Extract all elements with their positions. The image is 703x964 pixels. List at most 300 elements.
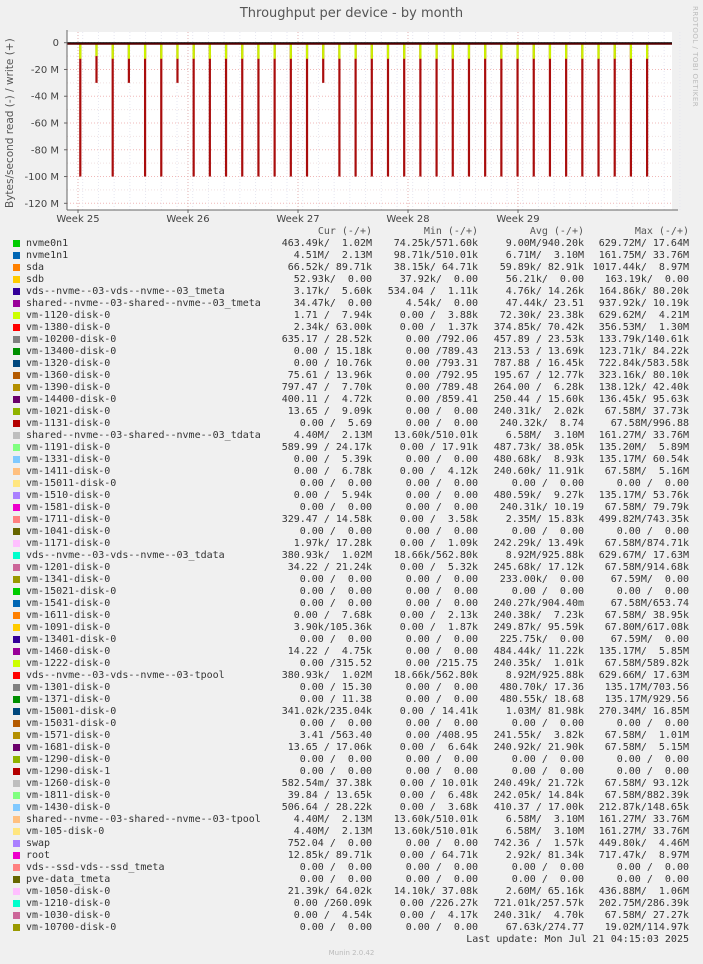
legend-name: vm-1210-disk-0 [26,898,111,909]
legend-row [0,838,703,850]
legend-min: 0.00 / 3.58k [399,514,478,525]
legend-row [0,502,703,514]
legend-row [0,334,703,346]
x-tick-label: Week 27 [276,214,320,225]
legend-max: 629.62M/ 4.21M [598,310,689,321]
legend-max: 717.47k/ 8.97M [598,850,689,861]
legend-name: vm-1341-disk-0 [26,574,111,585]
series-spike [225,43,227,177]
legend-row [0,826,703,838]
legend-cur: 589.99 / 24.17k [281,442,372,453]
legend-cur: 3.17k/ 5.60k [293,286,372,297]
legend-name: sda [26,262,45,273]
legend-name: shared--nvme--03-shared--nvme--03_tmeta [26,298,261,309]
legend-cur: 400.11 / 4.72k [281,394,372,405]
legend-avg: 374.85k/ 70.42k [493,322,584,333]
legend-row [0,850,703,862]
legend-max: 0.00 / 0.00 [616,862,689,873]
series-spike [338,43,340,59]
legend-max: 323.16k/ 80.10k [598,370,689,381]
legend-max: 19.02M/114.97k [604,922,689,933]
series-spike [484,43,486,177]
legend-row [0,466,703,478]
legend-avg: 6.58M/ 3.10M [505,814,584,825]
legend-cur: 14.22 / 4.75k [287,646,372,657]
legend-swatch [13,372,20,379]
legend-max: 161.27M/ 33.76M [598,430,689,441]
legend-max: 0.00 / 0.00 [616,478,689,489]
legend-avg: 249.87k/ 95.59k [493,622,584,633]
legend-min: 0.00 / 1.09k [399,538,478,549]
legend-row [0,430,703,442]
legend-cur: 0.00 / 0.00 [299,502,372,513]
legend-name: vm-1611-disk-0 [26,610,111,621]
legend-swatch [13,648,20,655]
legend-max: 135.17M/929.56 [604,694,689,705]
legend-name: vm-1021-disk-0 [26,406,111,417]
legend-avg: 480.55k/ 18.68 [499,694,584,705]
legend-swatch [13,912,20,919]
legend-avg: 47.44k/ 23.51 [505,298,584,309]
legend-min: 0.00 /792.95 [405,370,478,381]
series-spike [95,43,97,56]
series-spike [630,43,632,59]
legend-row [0,538,703,550]
series-spike [257,43,259,59]
legend-row [0,634,703,646]
legend-max: 67.58M/ 1.01M [604,730,689,741]
legend-swatch [13,384,20,391]
legend-name: vm-15011-disk-0 [26,478,117,489]
legend-avg: 721.01k/257.57k [493,898,584,909]
legend-avg: 480.59k/ 9.27k [493,490,584,501]
legend-name: vm-1711-disk-0 [26,514,111,525]
legend-max: 161.75M/ 33.76M [598,250,689,261]
legend-cur: 0.00 / 5.94k [293,490,372,501]
legend-cur: 0.00 / 0.00 [299,766,372,777]
legend-min: 0.00 /789.43 [405,346,478,357]
legend-row [0,922,703,934]
legend-min: 0.00 / 4.12k [399,466,478,477]
series-spike [209,43,211,59]
legend-name: pve-data_tmeta [26,874,111,885]
legend-max: 0.00 / 0.00 [616,874,689,885]
legend-row [0,658,703,670]
legend-row [0,730,703,742]
series-spike [144,43,146,59]
legend-avg: 59.89k/ 82.91k [499,262,584,273]
legend-swatch [13,348,20,355]
series-spike [193,43,195,177]
legend-avg: 8.92M/925.88k [505,670,584,681]
legend-min: 0.00 / 3.88k [399,310,478,321]
series-spike [290,43,292,59]
series-spike [112,43,114,177]
legend-row [0,382,703,394]
legend-swatch [13,600,20,607]
legend-cur: 0.00 / 11.38 [299,694,372,705]
legend-min: 13.60k/510.01k [393,814,478,825]
legend-cur: 0.00 / 15.30 [299,682,372,693]
series-spike [128,43,130,59]
legend-swatch [13,804,20,811]
legend-avg: 457.89 / 23.53k [493,334,584,345]
legend-row [0,778,703,790]
legend-min: 4.54k/ 0.00 [405,298,478,309]
legend-min: 0.00 /859.41 [405,394,478,405]
legend-name: nvme1n1 [26,250,69,261]
legend-max: 67.58M/ 79.79k [604,502,689,513]
x-tick-label: Week 26 [166,214,210,225]
legend-row [0,814,703,826]
legend-name: vm-1222-disk-0 [26,658,111,669]
legend-avg: 0.00 / 0.00 [511,718,584,729]
legend-name: vm-13400-disk-0 [26,346,117,357]
legend-min: 0.00 / 0.00 [405,586,478,597]
series-spike [468,43,470,177]
legend-min: 534.04 / 1.11k [387,286,478,297]
legend-row [0,622,703,634]
legend-table [0,238,703,934]
legend-name: vm-1290-disk-0 [26,754,111,765]
last-update: Last update: Mon Jul 21 04:15:03 2025 [466,934,689,945]
legend-avg: 240.49k/ 21.72k [493,778,584,789]
legend-row [0,262,703,274]
legend-cur: 0.00 /260.09k [293,898,372,909]
legend-avg: 2.35M/ 15.83k [505,514,584,525]
legend-avg: 742.36 / 1.57k [493,838,584,849]
legend-name: vm-13401-disk-0 [26,634,117,645]
legend-min: 0.00 /793.31 [405,358,478,369]
legend-swatch [13,336,20,343]
legend-max: 67.58M/ 5.16M [604,466,689,477]
legend-swatch [13,828,20,835]
legend-name: vm-1541-disk-0 [26,598,111,609]
y-tick-label: -20 M [30,64,59,76]
legend-swatch [13,276,20,283]
legend-avg: 4.76k/ 14.26k [505,286,584,297]
series-spike [160,43,162,177]
legend-row [0,598,703,610]
legend-min: 38.15k/ 64.71k [393,262,478,273]
series-spike [516,43,518,59]
series-spike [403,43,405,177]
legend-min: 0.00 / 6.64k [399,742,478,753]
legend-row [0,562,703,574]
legend-row [0,694,703,706]
legend-name: vm-1131-disk-0 [26,418,111,429]
legend-avg: 0.00 / 0.00 [511,526,584,537]
legend-min: 0.00 / 0.00 [405,634,478,645]
legend-avg: 240.32k/ 8.74 [499,418,584,429]
legend-avg: 240.92k/ 21.90k [493,742,584,753]
series-spike [160,43,162,59]
legend-row [0,346,703,358]
legend-name: vm-14400-disk-0 [26,394,117,405]
legend-min: 13.60k/510.01k [393,430,478,441]
legend-max: 270.34M/ 16.85M [598,706,689,717]
legend-swatch [13,300,20,307]
legend-max: 937.92k/ 10.19k [598,298,689,309]
chart-title: Throughput per device - by month [239,6,464,21]
legend-cur: 0.00 / 4.54k [293,910,372,921]
legend-name: vm-1201-disk-0 [26,562,111,573]
legend-min: 0.00 / 0.00 [405,874,478,885]
legend-max: 67.58M/882.39k [604,790,689,801]
legend-min: 0.00 / 0.00 [405,754,478,765]
legend-swatch [13,660,20,667]
legend-cur: 0.00 / 0.00 [299,526,372,537]
series-spike [209,43,211,177]
legend-name: shared--nvme--03-shared--nvme--03-tpool [26,814,261,825]
legend-swatch [13,420,20,427]
legend-row [0,250,703,262]
legend-max: 449.80k/ 4.46M [598,838,689,849]
legend-cur: 0.00 / 0.00 [299,862,372,873]
legend-avg: 225.75k/ 0.00 [499,634,584,645]
legend-row [0,610,703,622]
legend-row [0,274,703,286]
legend-row [0,490,703,502]
legend-min: 0.00 / 0.00 [405,682,478,693]
series-spike [581,43,583,59]
legend-name: vm-15021-disk-0 [26,586,117,597]
legend-row [0,298,703,310]
legend-cur: 0.00 / 7.68k [293,610,372,621]
legend-swatch [13,432,20,439]
legend-name: shared--nvme--03-shared--nvme--03_tdata [26,430,261,441]
series-spike [419,43,421,59]
legend-max: 0.00 / 0.00 [616,754,689,765]
legend-name: vm-1681-disk-0 [26,742,111,753]
legend-swatch [13,756,20,763]
legend-cur: 0.00 / 6.78k [293,466,372,477]
legend-avg: 787.88 / 16.45k [493,358,584,369]
series-spike [533,43,535,177]
legend-row [0,802,703,814]
legend-swatch [13,708,20,715]
legend-swatch [13,396,20,403]
legend-swatch [13,456,20,463]
legend-name: vm-1301-disk-0 [26,682,111,693]
legend-min: 0.00 / 1.37k [399,322,478,333]
legend-max: 135.20M/ 5.89M [598,442,689,453]
y-tick-label: -80 M [30,145,59,157]
legend-avg: 480.68k/ 8.93k [493,454,584,465]
series-spike [581,43,583,177]
legend-max: 67.58M/ 38.95k [604,610,689,621]
legend-min: 0.00 / 0.00 [405,838,478,849]
legend-max: 135.17M/ 60.54k [598,454,689,465]
legend-name: vm-10200-disk-0 [26,334,117,345]
legend-max: 0.00 / 0.00 [616,586,689,597]
legend-cur: 39.84 / 13.65k [287,790,372,801]
legend-name: vm-15031-disk-0 [26,718,117,729]
legend-name: vm-1260-disk-0 [26,778,111,789]
legend-max: 67.80M/617.08k [604,622,689,633]
legend-avg: 240.31k/ 2.02k [493,406,584,417]
legend-cur: 13.65 / 17.06k [287,742,372,753]
legend-min: 0.00 / 2.13k [399,610,478,621]
legend-max: 67.58M/874.71k [604,538,689,549]
series-spike [225,43,227,59]
series-spike [274,43,276,59]
legend-min: 0.00 / 0.00 [405,862,478,873]
legend-swatch [13,564,20,571]
legend-row [0,910,703,922]
legend-name: vm-1091-disk-0 [26,622,111,633]
legend-max: 123.71k/ 84.22k [598,346,689,357]
legend-avg: 250.44 / 15.60k [493,394,584,405]
legend-max: 67.58M/ 93.12k [604,778,689,789]
legend-max: 67.58M/ 5.15M [604,742,689,753]
legend-max: 202.75M/286.39k [598,898,689,909]
series-spike [403,43,405,59]
legend-row [0,394,703,406]
series-spike [355,43,357,59]
legend-swatch [13,324,20,331]
series-spike [646,43,648,59]
series-spike [371,43,373,59]
munin-footer: Munin 2.0.42 [328,949,375,957]
legend-swatch [13,864,20,871]
legend-row [0,670,703,682]
legend-name: vm-1380-disk-0 [26,322,111,333]
legend-row [0,238,703,250]
legend-cur: 0.00 / 0.00 [299,586,372,597]
legend-row [0,418,703,430]
legend-row [0,886,703,898]
legend-min: 0.00 / 0.00 [405,418,478,429]
legend-max: 67.58M/996.88 [610,418,689,429]
series-spike [176,43,178,59]
series-spike [500,43,502,59]
legend-avg: 0.00 / 0.00 [511,874,584,885]
series-spike [193,43,195,59]
legend-swatch [13,768,20,775]
legend-row [0,718,703,730]
legend-swatch [13,612,20,619]
legend-row [0,586,703,598]
legend-min: 0.00 /789.48 [405,382,478,393]
throughput-chart [0,0,703,226]
legend-min: 0.00 /226.27k [399,898,478,909]
legend-max: 67.59M/ 0.00 [610,634,689,645]
legend-name: vm-1191-disk-0 [26,442,111,453]
series-spike [468,43,470,59]
legend-row [0,682,703,694]
legend-avg: 233.00k/ 0.00 [499,574,584,585]
legend-min: 0.00 /792.06 [405,334,478,345]
legend-cur: 2.34k/ 63.00k [293,322,372,333]
rrdtool-watermark: RRDTOOL / TOBI OETIKER [691,6,699,108]
legend-name: vm-1371-disk-0 [26,694,111,705]
legend-cur: 12.85k/ 89.71k [287,850,372,861]
series-spike [452,43,454,177]
legend-swatch [13,516,20,523]
legend-avg: 0.00 / 0.00 [511,754,584,765]
legend-cur: 3.41 /563.40 [299,730,372,741]
legend-row [0,454,703,466]
legend-cur: 1.97k/ 17.28k [293,538,372,549]
legend-cur: 0.00 / 0.00 [299,574,372,585]
legend-name: vm-1030-disk-0 [26,910,111,921]
series-spike [112,43,114,59]
legend-avg: 67.63k/274.77 [505,922,584,933]
series-spike [387,43,389,177]
legend-row [0,478,703,490]
legend-name: vds--nvme--03-vds--nvme--03-tpool [26,670,225,681]
legend-name: vm-10700-disk-0 [26,922,117,933]
legend-avg: 242.29k/ 13.49k [493,538,584,549]
legend-swatch [13,480,20,487]
legend-avg: 241.55k/ 3.82k [493,730,584,741]
series-spike [274,43,276,177]
legend-avg: 9.00M/940.20k [505,238,584,249]
series-spike [355,43,357,177]
legend-row [0,754,703,766]
legend-avg: 245.68k/ 17.12k [493,562,584,573]
series-spike [79,43,81,177]
legend-avg: 6.71M/ 3.10M [505,250,584,261]
legend-min: 0.00 / 0.00 [405,526,478,537]
series-spike [533,43,535,59]
legend-max: 0.00 / 0.00 [616,526,689,537]
series-spike [419,43,421,177]
legend-min: 14.10k/ 37.08k [393,886,478,897]
legend-swatch [13,360,20,367]
legend-cur: 0.00 / 0.00 [299,922,372,933]
legend-max: 135.17M/ 53.76k [598,490,689,501]
legend-name: vm-1360-disk-0 [26,370,111,381]
legend-min: 0.00 / 3.68k [399,802,478,813]
header-cur: Cur (-/+) [317,226,372,237]
legend-cur: 582.54m/ 37.38k [281,778,372,789]
legend-swatch [13,672,20,679]
legend-max: 67.58M/ 37.73k [604,406,689,417]
legend-avg: 240.35k/ 1.01k [493,658,584,669]
legend-name: sdb [26,274,45,285]
legend-min: 18.66k/562.80k [393,550,478,561]
series-spike [500,43,502,177]
legend-swatch [13,732,20,739]
legend-min: 0.00 / 5.32k [399,562,478,573]
y-tick-label: 0 [52,38,59,50]
legend-cur: 66.52k/ 89.71k [287,262,372,273]
legend-cur: 34.47k/ 0.00 [293,298,372,309]
legend-swatch [13,900,20,907]
legend-row [0,706,703,718]
header-min: Min (-/+) [423,226,478,237]
x-tick-label: Week 25 [56,214,100,225]
legend-max: 629.67M/ 17.63M [598,550,689,561]
legend-avg: 480.70k/ 17.36 [499,682,584,693]
legend-max: 0.00 / 0.00 [616,766,689,777]
series-spike [565,43,567,59]
legend-min: 0.00 / 10.01k [399,778,478,789]
series-spike [322,43,324,59]
legend-cur: 0.00 / 0.00 [299,598,372,609]
legend-name: vm-1120-disk-0 [26,310,111,321]
legend-avg: 487.73k/ 38.05k [493,442,584,453]
legend-cur: 0.00 / 0.00 [299,478,372,489]
legend-avg: 6.58M/ 3.10M [505,826,584,837]
legend-swatch [13,624,20,631]
legend-swatch [13,312,20,319]
legend-cur: 380.93k/ 1.02M [281,670,372,681]
legend-avg: 213.53 / 13.69k [493,346,584,357]
legend-avg: 56.21k/ 0.00 [505,274,584,285]
